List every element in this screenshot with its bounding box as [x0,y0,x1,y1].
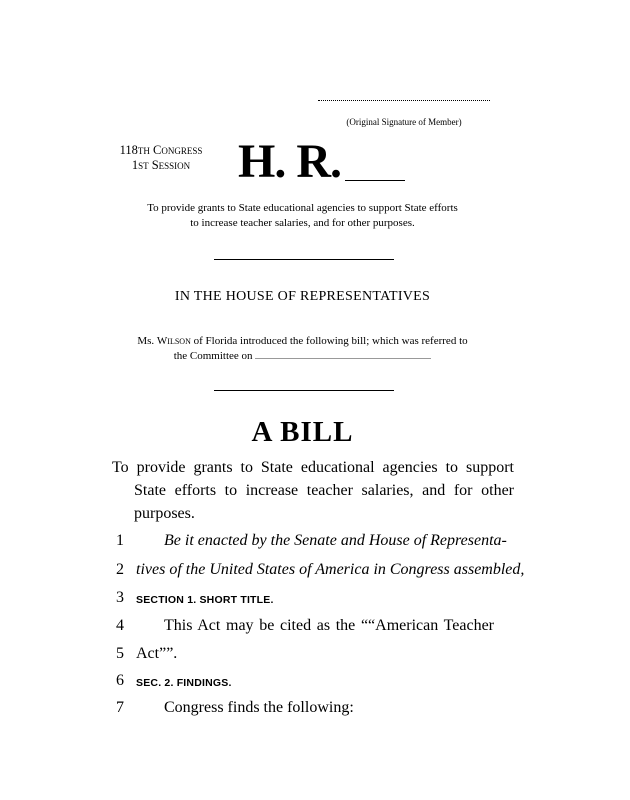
signature-line [318,100,490,101]
committee-label: the Committee on [173,350,253,362]
bill-number-blank [345,180,405,181]
bill-text-line: Act””. [136,645,178,662]
short-purpose-line-1: To provide grants to State educational agencies to support State efforts [147,202,458,214]
introduction-line-2 [100,349,505,364]
bill-text-line: This Act may be cited as the ““American Teacher [164,617,494,634]
introduction-line-1 [100,334,505,349]
congress-session-block [100,143,222,173]
bill-title: A BILL [251,416,354,448]
member-name: Wilson [156,335,191,347]
line-number: 1 [116,532,124,549]
session-label: 1st Session [131,158,191,172]
line-number: 3 [116,589,124,606]
line-number: 4 [116,617,124,634]
chamber-heading: IN THE HOUSE OF REPRESENTATIVES [174,289,431,304]
long-purpose: To provide grants to State educational agencies to support State efforts to increase teacher salaries, and for other purposes. [112,459,514,522]
bill-designation: H. R. [238,135,341,188]
line-number: 6 [116,672,124,689]
introduction-block [100,334,505,364]
member-honorific: Ms. [137,335,155,347]
short-purpose-line-2: to increase teacher salaries, and for other purposes. [190,217,415,229]
divider-rule [214,259,394,260]
line-number: 2 [116,561,124,578]
signature-caption: (Original Signature of Member) [346,117,462,127]
introduction-text: of Florida introduced the following bill; which was referred to [193,335,468,347]
line-number: 5 [116,645,124,662]
line-number: 7 [116,699,124,716]
committee-blank [255,349,431,359]
section-heading: SEC. 2. FINDINGS. [136,677,232,689]
bill-text-line: Be it enacted by the Senate and House of Representa- [164,532,507,549]
bill-text-line: tives of the United States of America in Congress assembled, [136,561,525,578]
bill-text-line: Congress finds the following: [164,699,354,716]
divider-rule [214,390,394,391]
short-purpose [100,201,505,231]
congress-label: 118th Congress [119,143,203,157]
section-heading: SECTION 1. SHORT TITLE. [136,594,274,606]
